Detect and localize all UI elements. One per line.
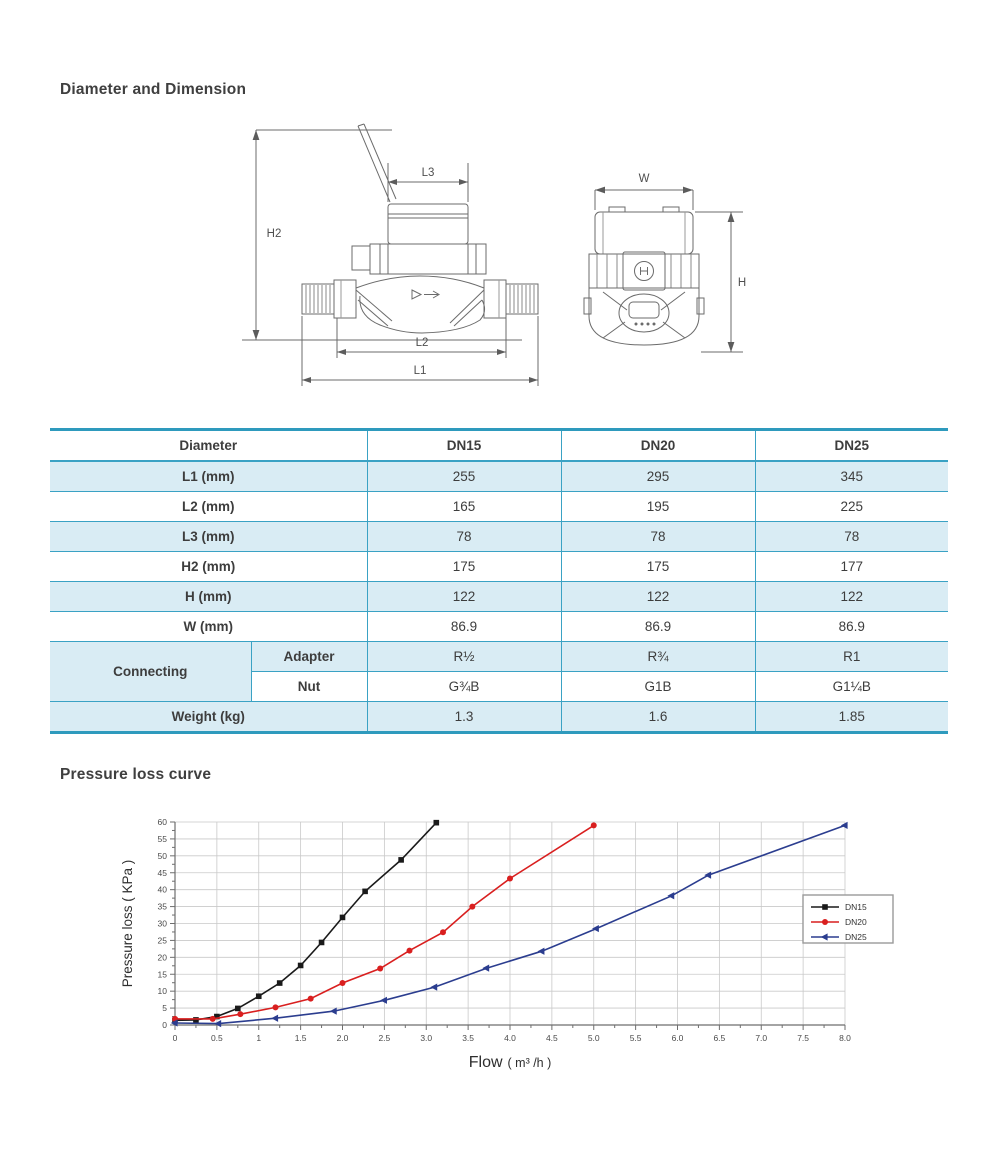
svg-text:7.0: 7.0	[755, 1033, 768, 1043]
table-row-l1	[50, 461, 948, 492]
value-cell: R1	[755, 642, 948, 672]
svg-text:0: 0	[162, 1020, 167, 1030]
svg-text:5.5: 5.5	[629, 1033, 642, 1043]
dimension-arrow-icons	[253, 130, 538, 383]
row-label-connecting: Connecting	[50, 642, 251, 702]
svg-text:2.0: 2.0	[336, 1033, 349, 1043]
svg-text:6.5: 6.5	[713, 1033, 726, 1043]
header-dn20: DN20	[561, 430, 755, 462]
svg-text:1: 1	[256, 1033, 262, 1043]
table-row-connecting-adapter	[50, 642, 948, 672]
svg-text:DN25: DN25	[845, 932, 867, 942]
row-label-cell: L3 (mm)	[50, 522, 367, 552]
header-diameter: Diameter	[50, 430, 367, 462]
sub-label-adapter: Adapter	[251, 642, 367, 672]
tick-labels	[158, 817, 852, 1043]
table-row-l3	[50, 522, 948, 552]
svg-text:4.5: 4.5	[545, 1033, 558, 1043]
value-cell: 78	[561, 522, 755, 552]
series-DN25	[171, 822, 848, 1027]
value-cell: 86.9	[561, 612, 755, 642]
value-cell: 78	[367, 522, 561, 552]
dim-label-l2: L2	[415, 337, 429, 349]
table-row-h2	[50, 552, 948, 582]
svg-text:40: 40	[157, 884, 167, 895]
value-cell: 1.6	[561, 702, 755, 733]
value-cell: 1.85	[755, 702, 948, 733]
svg-text:0: 0	[172, 1033, 178, 1043]
svg-text:50: 50	[157, 850, 167, 861]
svg-text:25: 25	[157, 935, 167, 946]
row-label-cell: W (mm)	[50, 612, 367, 642]
value-cell: 177	[755, 552, 948, 582]
value-cell: 295	[561, 461, 755, 492]
value-cell: 78	[755, 522, 948, 552]
section-title-diameter-dimension: Diameter and Dimension	[60, 81, 247, 98]
svg-text:30: 30	[157, 918, 167, 929]
value-cell: 175	[561, 552, 755, 582]
row-label-cell: L2 (mm)	[50, 492, 367, 522]
svg-text:35: 35	[157, 901, 167, 912]
value-cell: R½	[367, 642, 561, 672]
svg-text:0.5: 0.5	[210, 1033, 223, 1043]
series-DN15	[172, 820, 439, 1023]
svg-text:7.5: 7.5	[797, 1033, 810, 1043]
grid	[175, 822, 845, 1025]
value-cell: 122	[367, 582, 561, 612]
value-cell: 122	[561, 582, 755, 612]
row-label-cell: H (mm)	[50, 582, 367, 612]
axis-ticks	[170, 822, 845, 1030]
row-label-cell: H2 (mm)	[50, 552, 367, 582]
header-dn15: DN15	[367, 430, 561, 462]
sub-label-nut: Nut	[251, 672, 367, 702]
value-cell: 255	[367, 461, 561, 492]
dim-label-h2: H2	[266, 228, 282, 240]
svg-text:6.0: 6.0	[671, 1033, 684, 1043]
dim-label-l1: L1	[413, 365, 427, 377]
section-title-pressure-loss-curve: Pressure loss curve	[60, 766, 212, 783]
display-dots	[635, 323, 656, 326]
front-view-linework	[584, 190, 743, 352]
value-cell: R¾	[561, 642, 755, 672]
svg-text:4.0: 4.0	[504, 1033, 516, 1043]
svg-text:DN15: DN15	[845, 902, 867, 912]
dim-label-l3: L3	[421, 167, 435, 179]
value-cell: 195	[561, 492, 755, 522]
svg-text:3.0: 3.0	[420, 1033, 433, 1043]
row-label-cell: Weight (kg)	[50, 702, 367, 733]
value-cell: 1.3	[367, 702, 561, 733]
table-header-row	[50, 430, 948, 462]
flow-direction-icon	[412, 290, 421, 299]
dim-label-h: H	[737, 277, 747, 289]
chart-legend	[803, 895, 893, 943]
svg-text:20: 20	[157, 952, 167, 963]
dim-label-w: W	[638, 173, 650, 185]
meter-side-view-drawing	[230, 118, 550, 410]
svg-text:5: 5	[162, 1003, 167, 1014]
meter-front-view-drawing	[563, 152, 778, 387]
value-cell: G1¼B	[755, 672, 948, 702]
svg-text:2.5: 2.5	[378, 1033, 391, 1043]
svg-text:5.0: 5.0	[587, 1033, 600, 1043]
dimension-table	[50, 428, 948, 734]
table-row-weight	[50, 702, 948, 733]
row-label-cell: L1 (mm)	[50, 461, 367, 492]
table-row-l2	[50, 492, 948, 522]
table-row-h	[50, 582, 948, 612]
value-cell: G1B	[561, 672, 755, 702]
svg-text:55: 55	[157, 833, 167, 844]
table-row-w	[50, 612, 948, 642]
x-axis-label: Flow ( m³ /h )	[468, 1054, 552, 1071]
pressure-loss-chart	[110, 795, 910, 1105]
header-dn25: DN25	[755, 430, 948, 462]
value-cell: 345	[755, 461, 948, 492]
svg-text:10: 10	[157, 986, 167, 997]
svg-text:1.5: 1.5	[294, 1033, 307, 1043]
svg-text:60: 60	[157, 817, 167, 827]
svg-text:45: 45	[157, 867, 167, 878]
value-cell: 86.9	[755, 612, 948, 642]
value-cell: 225	[755, 492, 948, 522]
value-cell: 165	[367, 492, 561, 522]
svg-text:DN20: DN20	[845, 917, 867, 927]
svg-text:8.0: 8.0	[839, 1033, 851, 1043]
value-cell: 175	[367, 552, 561, 582]
side-view-linework	[242, 124, 538, 386]
y-axis-label: Pressure loss ( KPa )	[120, 859, 135, 988]
value-cell: 122	[755, 582, 948, 612]
svg-text:15: 15	[157, 969, 167, 980]
svg-text:3.5: 3.5	[462, 1033, 475, 1043]
value-cell: G¾B	[367, 672, 561, 702]
value-cell: 86.9	[367, 612, 561, 642]
